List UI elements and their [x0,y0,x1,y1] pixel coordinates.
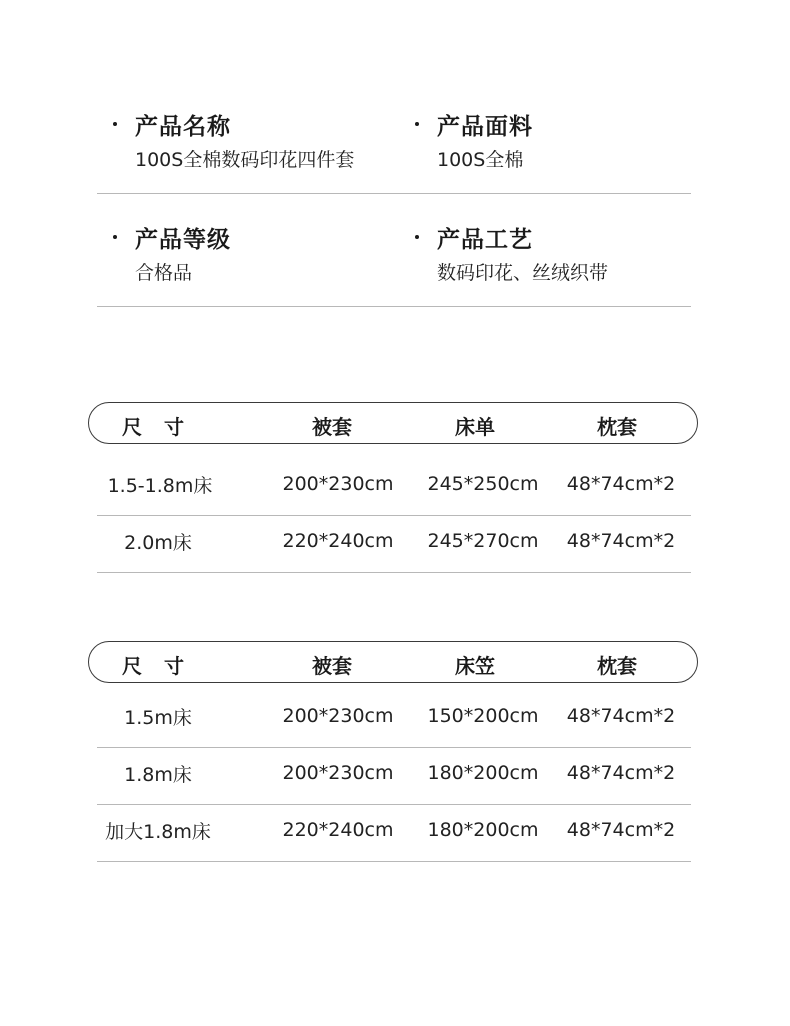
info-value: 100S全棉 [437,149,524,171]
info-title: 产品名称 [135,114,231,140]
cell-fitted-sheet: 180*200cm [427,762,539,784]
cell-duvet: 220*240cm [282,530,394,552]
cell-duvet: 200*230cm [282,705,394,727]
cell-sheet: 245*250cm [427,473,539,495]
table-row [0,516,790,573]
info-value: 数码印花、丝绒织带 [437,262,609,284]
info-title: 产品等级 [135,227,231,253]
info-title: 产品面料 [437,114,533,140]
info-value: 100S全棉数码印花四件套 [135,149,355,171]
divider [97,306,691,307]
header-cell-sheet: 床单 [455,415,495,439]
bullet-dot-icon [113,122,117,126]
cell-duvet: 200*230cm [282,762,394,784]
cell-duvet: 220*240cm [282,819,394,841]
cell-size: 加大1.8m床 [105,821,211,843]
row-divider [97,861,691,862]
table-row [0,459,790,516]
header-cell-duvet: 被套 [312,415,352,439]
header-cell-size: 尺寸 [122,654,206,678]
info-value: 合格品 [135,262,193,284]
header-cell-fitted-sheet: 床笠 [455,654,495,678]
cell-fitted-sheet: 150*200cm [427,705,539,727]
row-divider [97,572,691,573]
header-cell-duvet: 被套 [312,654,352,678]
cell-size: 2.0m床 [124,532,192,554]
info-title: 产品工艺 [437,227,533,253]
table-row [0,691,790,748]
table-row [0,805,790,862]
cell-size: 1.5m床 [124,707,192,729]
divider [97,193,691,194]
cell-pillowcase: 48*74cm*2 [566,705,676,727]
cell-size: 1.8m床 [124,764,192,786]
cell-sheet: 245*270cm [427,530,539,552]
header-cell-pillowcase: 枕套 [597,415,637,439]
cell-pillowcase: 48*74cm*2 [566,819,676,841]
table-row [0,748,790,805]
cell-pillowcase: 48*74cm*2 [566,530,676,552]
cell-size: 1.5-1.8m床 [107,475,213,497]
cell-fitted-sheet: 180*200cm [427,819,539,841]
header-cell-pillowcase: 枕套 [597,654,637,678]
bullet-dot-icon [113,235,117,239]
bullet-dot-icon [415,235,419,239]
cell-pillowcase: 48*74cm*2 [566,473,676,495]
cell-duvet: 200*230cm [282,473,394,495]
cell-pillowcase: 48*74cm*2 [566,762,676,784]
bullet-dot-icon [415,122,419,126]
header-cell-size: 尺寸 [122,415,206,439]
